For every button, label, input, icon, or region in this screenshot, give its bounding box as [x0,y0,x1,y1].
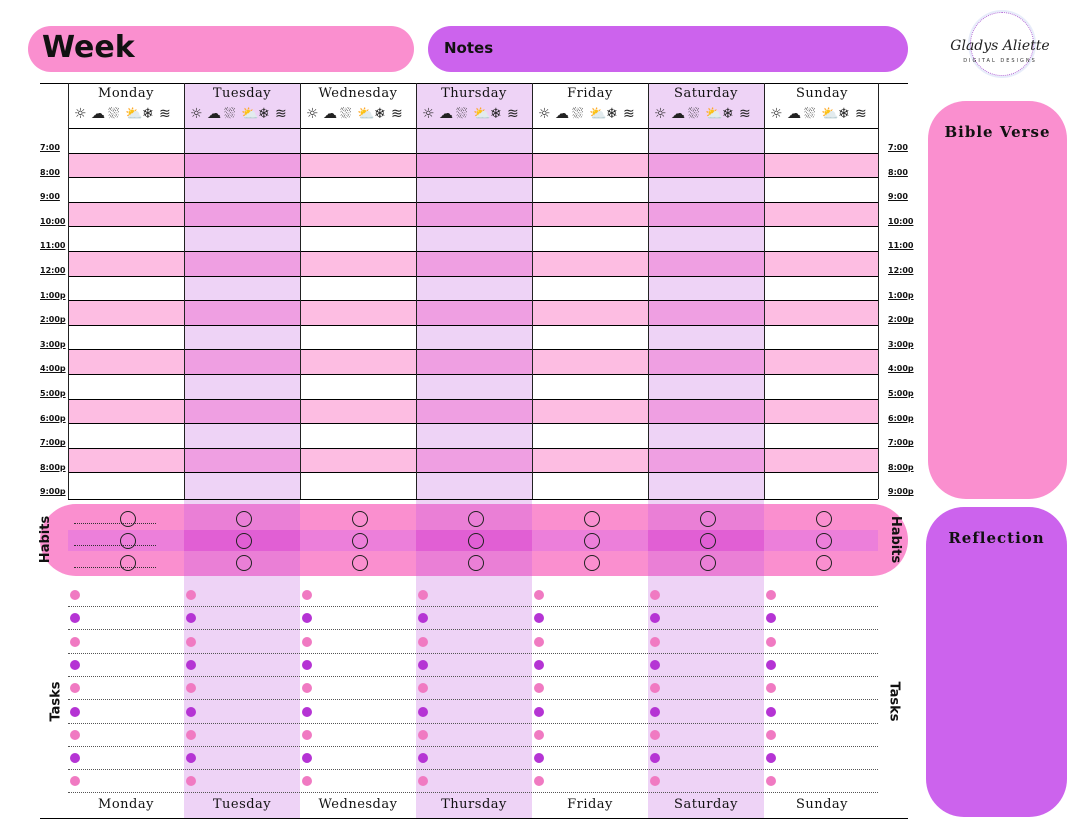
habit-checkbox[interactable] [816,533,832,549]
task-bullet[interactable] [418,730,428,740]
schedule-cell-shade [184,400,300,425]
habit-checkbox[interactable] [584,555,600,571]
task-bullet[interactable] [766,730,776,740]
task-bullet[interactable] [534,637,544,647]
habit-checkbox[interactable] [468,555,484,571]
footer-bottom-rule [40,818,908,819]
weather-selector[interactable] [416,106,532,124]
schedule-row-rule [68,128,878,129]
weather-selector[interactable] [648,106,764,124]
schedule-row-rule [68,423,878,424]
partly-cloudy-icon[interactable]: ⛅ [473,106,491,122]
task-bullet[interactable] [534,707,544,717]
task-bullet[interactable] [766,660,776,670]
snowflake-icon[interactable]: ❄ [374,106,386,122]
task-bullet[interactable] [766,637,776,647]
wind-icon[interactable]: ≋ [739,106,751,122]
task-bullet[interactable] [766,776,776,786]
time-label-right: 11:00 [888,241,914,251]
task-bullet[interactable] [650,660,660,670]
logo-tagline: DIGITAL DESIGNS [963,58,1037,64]
column-divider [184,83,185,499]
tasks-label-left: Tasks [48,681,64,722]
column-divider [878,83,879,499]
task-bullet[interactable] [302,660,312,670]
partly-cloudy-icon[interactable]: ⛅ [125,106,143,122]
task-bullet[interactable] [418,637,428,647]
time-label-left: 11:00 [40,241,66,251]
time-label-left: 1:00p [40,290,66,300]
habit-checkbox[interactable] [352,533,368,549]
task-bullet[interactable] [766,613,776,623]
schedule-row-rule [68,399,878,400]
task-line[interactable] [68,653,878,654]
column-divider [532,83,533,499]
habit-checkbox[interactable] [468,511,484,527]
schedule-row-rule [68,374,878,375]
habit-checkbox[interactable] [700,555,716,571]
time-label-right: 8:00p [888,462,914,472]
schedule-cell-shade [184,350,300,375]
time-label-right: 9:00 [888,192,908,202]
habit-checkbox[interactable] [352,555,368,571]
habit-checkbox[interactable] [700,533,716,549]
day-footer: Thursday [441,797,507,812]
task-bullet[interactable] [70,660,80,670]
schedule-cell-shade [416,449,532,474]
task-bullet[interactable] [186,590,196,600]
habits-label-left: Habits [38,515,54,564]
habit-checkbox[interactable] [120,533,136,549]
column-divider [68,83,69,499]
day-header[interactable]: Sunday [795,86,849,101]
cloud-icon[interactable]: ☁ [555,106,569,122]
task-bullet[interactable] [70,683,80,693]
rain-icon[interactable]: ⛆ [108,106,120,122]
time-label-left: 4:00p [40,364,66,374]
column-divider [764,83,765,499]
time-label-right: 3:00p [888,339,914,349]
snowflake-icon[interactable]: ❄ [722,106,734,122]
task-bullet[interactable] [70,707,80,717]
task-bullet[interactable] [186,637,196,647]
task-bullet[interactable] [302,683,312,693]
rain-icon[interactable]: ⛆ [572,106,584,122]
day-header[interactable]: Monday [98,86,154,101]
column-divider [648,83,649,499]
schedule-cell-shade [184,252,300,277]
schedule-cell-shade [416,154,532,179]
weather-selector[interactable] [300,106,416,124]
task-bullet[interactable] [302,590,312,600]
task-bullet[interactable] [650,637,660,647]
wind-icon[interactable]: ≋ [275,106,287,122]
time-label-left: 9:00 [40,192,60,202]
day-footer: Friday [567,797,613,812]
day-header[interactable]: Thursday [441,86,507,101]
time-label-left: 3:00p [40,339,66,349]
habit-checkbox[interactable] [120,511,136,527]
schedule-cell-shade [416,301,532,326]
header-top-rule [40,83,908,84]
task-bullet[interactable] [534,590,544,600]
task-bullet[interactable] [418,590,428,600]
time-label-right: 1:00p [888,290,914,300]
habit-checkbox[interactable] [700,511,716,527]
schedule-row-rule [68,349,878,350]
task-bullet[interactable] [534,753,544,763]
time-label-left: 7:00p [40,438,66,448]
time-label-right: 5:00p [888,389,914,398]
time-label-left: 9:00p [40,487,66,497]
habit-checkbox[interactable] [816,555,832,571]
schedule-row-rule [68,251,878,252]
wind-icon[interactable]: ≋ [855,106,867,122]
time-label-right: 8:00 [888,167,908,177]
task-bullet[interactable] [70,613,80,623]
time-label-right: 12:00 [888,266,914,275]
task-bullet[interactable] [302,707,312,717]
time-label-right: 10:00 [888,216,914,226]
task-bullet[interactable] [302,753,312,763]
task-bullet[interactable] [650,730,660,740]
day-footer: Saturday [674,797,738,812]
sun-icon[interactable]: ☼ [770,106,783,122]
sun-icon[interactable]: ☼ [74,106,87,122]
partly-cloudy-icon[interactable]: ⛅ [241,106,259,122]
time-label-right: 9:00p [888,487,914,497]
task-line[interactable] [68,606,878,607]
task-bullet[interactable] [186,660,196,670]
habit-name-line[interactable] [74,567,156,568]
sun-icon[interactable]: ☼ [306,106,319,122]
schedule-cell-shade [416,400,532,425]
task-line[interactable] [68,629,878,630]
task-bullet[interactable] [70,590,80,600]
bible-verse-title: Bible Verse [944,123,1051,141]
logo-name: Gladys Aliette [950,38,1050,54]
habit-checkbox[interactable] [584,511,600,527]
schedule-row-rule [68,153,878,154]
day-footer: Tuesday [212,797,272,812]
habit-checkbox[interactable] [816,511,832,527]
time-label-right: 2:00p [888,315,914,325]
task-bullet[interactable] [418,707,428,717]
schedule-cell-shade [648,252,764,277]
partly-cloudy-icon[interactable]: ⛅ [357,106,375,122]
time-label-right: 4:00p [888,364,914,374]
time-label-left: 12:00 [40,266,66,275]
time-label-left: 8:00p [40,462,66,472]
sun-icon[interactable]: ☼ [654,106,667,122]
task-bullet[interactable] [302,613,312,623]
schedule-cell-shade [416,203,532,228]
week-title: Week [42,30,135,65]
schedule-row-rule [68,177,878,178]
task-bullet[interactable] [302,637,312,647]
notes-label: Notes [444,39,494,57]
schedule-cell-shade [648,449,764,474]
task-line[interactable] [68,769,878,770]
task-bullet[interactable] [650,707,660,717]
snowflake-icon[interactable]: ❄ [258,106,270,122]
notes-bar[interactable] [428,26,908,72]
time-label-left: 5:00p [40,389,66,398]
day-header[interactable]: Saturday [674,86,738,101]
task-bullet[interactable] [70,753,80,763]
schedule-row-rule [68,276,878,277]
schedule-row-rule [68,300,878,301]
rain-icon[interactable]: ⛆ [804,106,816,122]
task-bullet[interactable] [534,660,544,670]
schedule-cell-shade [184,301,300,326]
habit-name-line[interactable] [74,545,156,546]
habit-checkbox[interactable] [236,511,252,527]
snowflake-icon[interactable]: ❄ [490,106,502,122]
day-header[interactable]: Wednesday [318,86,398,101]
schedule-cell-shade [648,400,764,425]
task-line[interactable] [68,699,878,700]
task-bullet[interactable] [70,637,80,647]
column-divider [416,83,417,499]
time-label-left: 6:00p [40,413,66,423]
wind-icon[interactable]: ≋ [159,106,171,122]
brand-logo [942,10,1058,82]
task-bullet[interactable] [70,776,80,786]
schedule-row-rule [68,226,878,227]
cloud-icon[interactable]: ☁ [671,106,685,122]
weather-selector[interactable] [532,106,648,124]
schedule-cell-shade [184,154,300,179]
time-label-left: 7:00 [40,143,60,152]
task-bullet[interactable] [534,776,544,786]
sun-icon[interactable]: ☼ [190,106,203,122]
partly-cloudy-icon[interactable]: ⛅ [821,106,839,122]
sun-icon[interactable]: ☼ [538,106,551,122]
time-label-right: 7:00 [888,143,908,152]
snowflake-icon[interactable]: ❄ [838,106,850,122]
snowflake-icon[interactable]: ❄ [606,106,618,122]
day-header[interactable]: Tuesday [212,86,272,101]
task-bullet[interactable] [766,683,776,693]
task-bullet[interactable] [766,753,776,763]
task-bullet[interactable] [534,683,544,693]
time-label-left: 8:00 [40,167,60,177]
task-bullet[interactable] [766,590,776,600]
task-bullet[interactable] [186,730,196,740]
task-line[interactable] [68,746,878,747]
task-bullet[interactable] [534,730,544,740]
habit-checkbox[interactable] [468,533,484,549]
habits-label-right: Habits [888,515,904,564]
day-footer: Wednesday [318,797,398,812]
schedule-cell-shade [184,449,300,474]
rain-icon[interactable]: ⛆ [688,106,700,122]
schedule-row-rule [68,472,878,473]
time-label-left: 10:00 [40,216,66,226]
weather-selector[interactable] [764,106,880,124]
tasks-label-right: Tasks [886,681,902,722]
cloud-icon[interactable]: ☁ [787,106,801,122]
schedule-cell-shade [416,350,532,375]
task-line[interactable] [68,792,878,793]
schedule-cell-shade [648,350,764,375]
habit-checkbox[interactable] [584,533,600,549]
schedule-cell-shade [184,203,300,228]
time-label-left: 2:00p [40,315,66,325]
task-bullet[interactable] [302,776,312,786]
task-bullet[interactable] [302,730,312,740]
task-bullet[interactable] [186,707,196,717]
rain-icon[interactable]: ⛆ [224,106,236,122]
schedule-cell-shade [416,252,532,277]
partly-cloudy-icon[interactable]: ⛅ [589,106,607,122]
wind-icon[interactable]: ≋ [391,106,403,122]
schedule-cell-shade [648,203,764,228]
task-bullet[interactable] [70,730,80,740]
time-label-right: 7:00p [888,438,914,448]
day-footer: Sunday [795,797,849,812]
wind-icon[interactable]: ≋ [507,106,519,122]
sun-icon[interactable]: ☼ [422,106,435,122]
schedule-row-rule [68,448,878,449]
cloud-icon[interactable]: ☁ [91,106,105,122]
wind-icon[interactable]: ≋ [623,106,635,122]
partly-cloudy-icon[interactable]: ⛅ [705,106,723,122]
task-bullet[interactable] [534,613,544,623]
cloud-icon[interactable]: ☁ [323,106,337,122]
task-line[interactable] [68,723,878,724]
weather-selector[interactable] [68,106,184,124]
day-footer: Monday [98,797,154,812]
reflection-title: Reflection [948,529,1045,547]
snowflake-icon[interactable]: ❄ [142,106,154,122]
schedule-bottom-rule [68,499,878,500]
weather-selector[interactable] [184,106,300,124]
schedule-cell-shade [648,154,764,179]
habit-checkbox[interactable] [120,555,136,571]
bible-verse-panel[interactable] [928,101,1067,499]
task-bullet[interactable] [418,660,428,670]
cloud-icon[interactable]: ☁ [439,106,453,122]
time-label-right: 6:00p [888,413,914,423]
task-bullet[interactable] [766,707,776,717]
rain-icon[interactable]: ⛆ [340,106,352,122]
schedule-cell-shade [648,301,764,326]
reflection-panel[interactable] [926,507,1067,817]
habit-checkbox[interactable] [352,511,368,527]
column-divider [300,83,301,499]
week-title-bar [28,26,414,72]
schedule-row-rule [68,202,878,203]
rain-icon[interactable]: ⛆ [456,106,468,122]
habit-checkbox[interactable] [236,533,252,549]
habit-checkbox[interactable] [236,555,252,571]
cloud-icon[interactable]: ☁ [207,106,221,122]
task-line[interactable] [68,676,878,677]
schedule-row-rule [68,325,878,326]
habit-name-line[interactable] [74,523,156,524]
task-bullet[interactable] [650,590,660,600]
day-header[interactable]: Friday [567,86,613,101]
